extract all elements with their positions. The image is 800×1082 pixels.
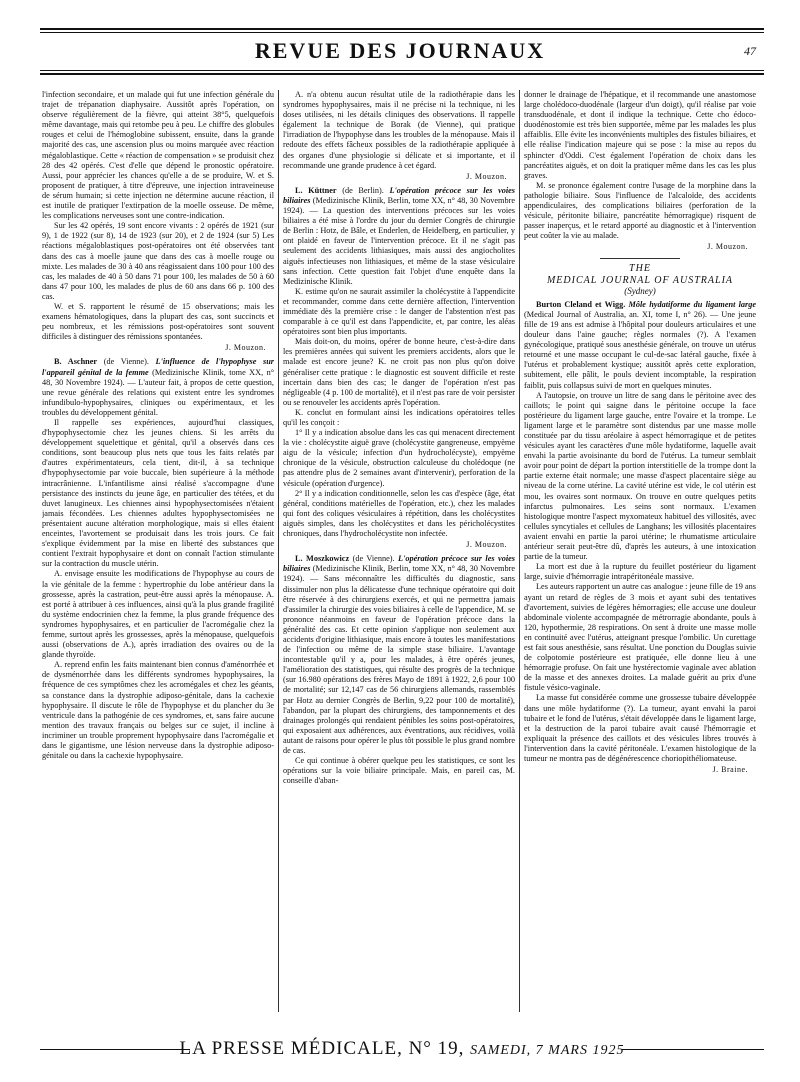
article-author: L. Küttner [295, 185, 337, 195]
column-1 [42, 90, 274, 1020]
article-author: B. Aschner [54, 357, 98, 367]
header-rule-bottom [40, 73, 764, 75]
footer-journal: LA PRESSE MÉDICALE, N° 19, [179, 1038, 465, 1059]
article-reference: (Medizinische Klinik, tome XX, n° 48, 30 Novembre 1924). — L'auteur fait, à propos de cette question, une revue générale des relations qui existent entre les syndromes infundibulo-hypophysaires, cliniques ou expérimentaux, et les troubles du développement génital. [42, 367, 274, 417]
column-separator-2 [519, 90, 520, 1012]
article-title: Môle hydatiforme du ligament large [625, 299, 756, 309]
column-2 [283, 90, 515, 1020]
paragraph: La masse fut considérée comme une grossesse tubaire développée dans une môle hydatiforme (?). La tumeur, ayant envahi la paroi tubaire et le fond de l'utérus, s'était développée dans le ligament large, et la destruction de la paroi tubaire avait causé l'hémorragie et expliquait la présence des caillots et des vésicules libres trouvés à l'intervention dans la cavité péritonéale. L'examen histologique de la tumeur ne montra pas de dégénérescence choriopithéliomateuse. [524, 693, 756, 763]
paragraph: A. reprend enfin les faits maintenant bien connus d'aménorrhée et de dysménorrhée dans les différents syndromes hypophysaires, la fréquence de ces symptômes chez les acromégales et chez les géants, sa constance dans la dystrophie adiposo-génitale, dans la cachexie hypophysaire. Il discute le rôle de l'hypophyse et du plancher du 3e ventricule dans la pathogénie de ces syndromes, et, sans faire aucune mention des travaux français ou belges sur ce sujet, il incline à incriminer un trouble proprement hypophysaire dans l'acromégalie et dans le gigantisme, une lésion nerveuse dans la dystrophie adiposo-génitale ou dans la cachexie hypophysaire. [42, 660, 274, 761]
paragraph: A l'autopsie, on trouve un litre de sang dans le péritoine avec des caillots; le point qui saigne dans le péritoine occupe la face postérieure du ligament large gauche, entre l'ovaire et la trompe. Le ligament large et le paramètre sont distendus par une masse molle constituée par du tissu aréolaire à aspect hémorragique et de petites vésicules ayant les caractères d'une môle hydatiforme, laquelle avait envahi la partie avoisinante du bord de l'utérus. La tumeur semblait avoir pour point de départ la portion interstitielle de la trompe dont la partie externe était normale; une masse d'aspect placentaire siège au niveau de la corne utérine. La cavité utérine est vide, le col utérin est mou, les ovaires sont normaux. On trouve en outre quelques petits infarctus pulmonaires. Les seins sont normaux. L'examen histologique montre l'aspect myxomateux habituel des villosités, avec cellules syncytiales et cellules de Langhans; les villosités placentaires avaient envahi en partie la paroi utérine; le rhumatisme articulaire antérieur serait peut-être dû, d'après les auteurs, à une intoxication partie de la tumeur. [524, 390, 756, 562]
article-title: L'influence de l'hypophyse sur l'appareil génital de la femme [42, 357, 274, 377]
article-aschner [42, 357, 274, 418]
signature: J. Mouzon. [466, 171, 507, 181]
paragraph: K. conclut en formulant ainsi les indications opératoires telles qu'il les conçoit : [283, 407, 515, 427]
paragraph: Ce qui continue à obérer quelque peu les statistiques, ce sont les opérations sur la voie biliaire principale. Mais, en pareil cas, M. conseille d'aban- [283, 756, 515, 786]
paragraph: A. n'a obtenu aucun résultat utile de la radiothérapie dans les syndromes hypophysaires, mais il ne précise ni la technique, ni les doses utilisées, ni les détails cliniques des observations. Il rappelle également la technique de Borak (de Vienne), qui pratique l'irradiation de l'hypophyse dans les troubles de la ménopause. Mais il redoute des effets fâcheux possibles de la radiothérapie appliquée à des organes d'une physiologie si délicate et si importante, et il recommande une grande prudence à cet égard. [283, 90, 515, 170]
column-separator-1 [278, 90, 279, 1012]
paragraph: Les auteurs rapportent un autre cas analogue : jeune fille de 19 ans ayant un retard de règles de 3 mois et ayant subi des tentatives d'avortement, suivies de légères hémorragies; elle accuse une douleur abdominale violente accompagnée de métrorragie abondante, pouls à 120, hypothermie, 28 respirations. On sent à droite une masse molle en continuité avec l'utérus, atteignant presque l'ombilic. Un curettage est fait sous anesthésie, sans résultat. Une ponction du Douglas suivie de colpotomie postérieure est pratiquée, elle donne lieu à une hémorragie profuse. On fait une hystérectomie vaginale avec ablation de la masse et des annexes droites. La malade guérit au prix d'une fistule vésico-vaginale. [524, 582, 756, 693]
signature: J. Mouzon. [225, 343, 266, 353]
running-title: REVUE DES JOURNAUX [254, 38, 546, 63]
signature: J. Mouzon. [466, 540, 507, 550]
article-author: L. Moszkowicz [295, 554, 350, 564]
page-number: 47 [744, 44, 756, 58]
article-moszkowicz [283, 554, 515, 756]
paragraph: K. estime qu'on ne saurait assimiler la cholécystite à l'appendicite et recommander, comme dans cette dernière affection, l'intervention immédiate dès la première crise : le danger de l'abstention n'est pas comparable à ce qu'il est dans l'appendicite, et, par contre, les aléas opératoires sont bien plus importants. [283, 286, 515, 337]
paragraph: 1° Il y a indication absolue dans les cas qui menacent directement la vie : cholécystite aiguë grave (cholécystite gangreneuse, empyème aigu de la vésicule; infection d'un hydrocholécyste), empyème chronique de la vésicule, obstruction calculeuse du cholédoque (ne pas attendre plus de 2 semaines avant d'intervenir), perforation de la vésicule (opération d'urgence). [283, 428, 515, 488]
article-city: (de Vienne). [97, 357, 156, 367]
header-rule-top [40, 28, 764, 30]
column-3 [524, 90, 756, 1020]
journal-the: THE [629, 262, 651, 274]
footer-date: SAMEDI, 7 MARS 1925 [470, 1043, 625, 1058]
section-divider [600, 258, 680, 259]
paragraph: donner le drainage de l'hépatique, et il recommande une anastomose large cholédoco-duodénale (largeur d'un doigt), qu'il réalise par voie transduodénale, et dont il indique la technique. Cette cho édoco-duodénostomie est très bien supportée, même par les malades les plus affaiblis. Elle évite les inconvénients multiples des fistules biliaires, et elle réalise l'indication majeure qui se pose : la mise au repos du sphincter d'Oddi. C'est également l'opération de choix dans les pancréatites aiguës, et on doit la pratiquer même dans les cas les plus graves. [524, 90, 756, 180]
paragraph: La mort est due à la rupture du feuillet postérieur du ligament large, suivie d'hémorragie intrapéritonéale massive. [524, 562, 756, 582]
journal-city: (Sydney) [624, 285, 656, 296]
article-author: Burton Cleland et Wigg. [536, 299, 626, 309]
paragraph: W. et S. rapportent le résumé de 15 observations; mais les examens hématologiques, dans la plupart des cas, sont succincts et peu nombreux, et les rémissions post-opératoires sont souvent difficiles à distinguer des rémissions spontanées. [42, 301, 274, 342]
paragraph: M. se prononce également contre l'usage de la morphine dans la pathologie biliaire. Sous l'influence de l'alcaloïde, des accidents appendiculaires, des complications biliaires (perforation de la vésicule, péritonite biliaire, pancréatite hémorragique) risquent de passer inaperçus, et le retard apporté au diagnostic et à l'intervention peut coûter la vie au malade. [524, 180, 756, 241]
article-kuttner [283, 186, 515, 287]
header-rule-top-thin [40, 32, 764, 33]
article-cleland-wigg [524, 300, 756, 391]
article-city: (de Vienne). [349, 554, 399, 564]
signature: J. Braine. [712, 765, 748, 775]
paragraph: l'infection secondaire, et un malade qui fut une infection générale du trajet de trépanation diaphysaire. Aussitôt après l'opération, on observe régulièrement de la fièvre, qui atteint 38°5, quelquefois même davantage, mais qui retombe peu à peu. Le chiffre des globules rouges et celui de l'hémoglobine subissent, ensuite, dans la grande majorité des cas, une ascension plus ou moins marquée avec réaction mégaloblastique. Cette « réaction de compensation » se produisit chez 28 des 42 opérés. C'est d'elle que dépend le pronostic opératoire. Aussi, pour apprécier les chances qu'elle a de se produire, W. et S. proposent de pratiquer, à titre d'épreuve, une injection intraveineuse de sérum humain; si cette injection ne détermine aucune réaction, il est inutile de pratiquer l'extirpation de la moelle osseuse. De même, les complications nerveuses sont une contre-indication. [42, 90, 274, 221]
footer [40, 1038, 764, 1060]
article-title: L'opération précoce sur les voies biliaires [283, 554, 515, 574]
journal-name: MEDICAL JOURNAL OF AUSTRALIA [546, 274, 734, 286]
paragraph: Mais doit-on, du moins, opérer de bonne heure, c'est-à-dire dans les premières années qui suivent les premiers accidents, alors que le malade est encore jeune? K. ne croit pas non plus qu'on doive généraliser cette pratique : le diagnostic est souvent difficile et reste incertain dans bien des cas; le danger de l'opération n'est pas négligeable (4 p. 100 de mortalité), et il n'est pas rare de voir persister ou se renouveler les accidents après l'opération. [283, 337, 515, 407]
article-reference: (Medical Journal of Australia, an. XI, tome I, n° 26). — Une jeune fille de 19 ans est admise à l'hôpital pour douleurs articulaires et une douleur dans l'aine gauche; règles normales (?). A l'examen gynécologique, pratiqué sous anesthésie générale, on trouve un utérus retourné et une masse occupant le cul-de-sac latéral gauche, fixée à l'utérus et probablement kystique; aussitôt après cette exploration, subitement, elle pâlit, le pouls devient incomptable, la respiration faiblit, puis collapsus suivi de mort en quelques minutes. [524, 309, 756, 390]
paragraph: 2° Il y a indication conditionnelle, selon les cas d'espèce (âge, état général, conditions matérielles de l'opération, etc.), chez les malades qui font des coliques vésiculaires à répétition, dans les cholécystites aiguës simples, dans les cholécystites et dans les péricholécystites chroniques, dans l'hydrocholécystite non infectée. [283, 488, 515, 539]
article-title: L'opération précoce sur les voies biliaires [283, 185, 515, 205]
paragraph: Sur les 42 opérés, 19 sont encore vivants : 2 opérés de 1921 (sur 9), 1 de 1922 (sur 8), 14 de 1923 (sur 20), et 2 de 1924 (sur 5) Les réactions mégaloblastiques post-opératoires ont été observées tant dans des cas à moelle jaune que dans des cas à moelle rouge ou mixte. Les malades de 30 à 40 ans réagissaient dans 100 pour 100 des cas, les malades de 40 à 50 dans 71 pour 100, les malades de 50 à 60 dans 47 pour 100, les malades de plus de 60 ans dans 66 p. 100 des cas. [42, 221, 274, 301]
header-rule-bottom-thin [40, 70, 764, 71]
article-reference: (Medizinische Klinik, Berlin, tome XX, n° 48, 30 Novembre 1924). — Sans méconnaître les difficultés du diagnostic, sans dissimuler non plus la délicatesse d'une technique opératoire qui doit être réservée à des chirurgiens exercés, et qui ne permettra jamais d'assimiler la chirurgie des voies biliaires à celle de l'appendice, M. se prononce néanmoins en faveur de l'opération précoce dans la généralité des cas. Et cette opinion s'applique non seulement aux accidents d'origine lithiasique, mais encore à toutes les manifestations de l'infection ou même de la simple stase biliaire. L'avantage incontestable qu'il y a, pour les malades, à être opérés jeunes, l'amélioration des statistiques, qui résulte des progrès de la technique (sur 16.980 opérations des frères Mayo de 1891 à 1922, 2,6 pour 100 de mortalité; sur 12,147 cas de 56 chirurgiens allemands, rassemblés par Hotz au dernier Congrès de Berlin, 9,22 pour 100 de mortalité), l'abandon, par la plupart des chirurgiens, des tamponnements et des drainages prolongés qui rendaient pénibles les soins post-opératoires, qui exposaient aux adhérences, aux éventrations, aux récidives, voilà autant de raisons pour opérer le plus tôt possible le plus grand nombre de cas. [283, 564, 515, 755]
signature: J. Mouzon. [707, 242, 748, 252]
paragraph: Il rappelle ses expériences, aujourd'hui classiques, d'hypophysectomie chez les jeunes chiens. Si les arrêts du développement squelettique et génital, qu'il a observés dans ces conditions, sont beaucoup plus nets que tous les faits relatés par d'autres expérimentateurs, cela tient, dit-il, à sa technique d'hypophysectomie par voie buccale, bien supérieure à la méthode intracrânienne. L'infantilisme ainsi réalisé s'accompagne d'une persistance des instincts du jeune âge, en particulier des tétées, et du duvet lanugineux. Les chiennes ainsi hypophysectomisées n'étaient jamais fécondées. Les chiennes adultes hypophysectomisées ne présentaient aucune altération morphologique, mais si elles étaient enceintes, l'avortement se produisait dans les trois jours. Ce fait s'explique évidemment par la mise en liberté des substances que contient l'extrait hypophysaire et dont on connaît l'action stimulante sur la contraction du muscle utérin. [42, 418, 274, 569]
article-city: (de Berlin). [336, 185, 390, 195]
article-reference: (Medizinische Klinik, Berlin, tome XX, n° 48, 30 Novembre 1924). — La question des interventions précoces sur les voies biliaires a été mise à l'ordre du jour du dernier Congrès de chirurgie de Berlin : Hotz, de Bâle, et Enderlen, de Heidelberg, en particulier, y ont plaidé en faveur de l'intervention précoce. Et il ne s'agit pas seulement des accidents lithiasiques, mais aussi des angiocholites aiguës infectieuses non lithiasiques, et même de la stase vésiculaire sans infection. Cette question fait l'objet d'une enquête dans la Medizinische Klinik. [283, 195, 515, 286]
paragraph: A. envisage ensuite les modifications de l'hypophyse au cours de la vie génitale de la femme : hypertrophie du lobe antérieur dans la grossesse, après la castration, peut-être aussi après la ménopause. A. est porté à attribuer à ces influences, ainsi qu'à la plus grande fragilité du système endocrinien chez la femme, la plus grande fréquence des syndromes hypophysaires, et en particulier de l'acromégalie chez la femme, surtout après les grossesses, après la ménopause, quelquefois aussi (observations de A.), après irradiation des ovaires ou de la glande thyroïde. [42, 569, 274, 660]
